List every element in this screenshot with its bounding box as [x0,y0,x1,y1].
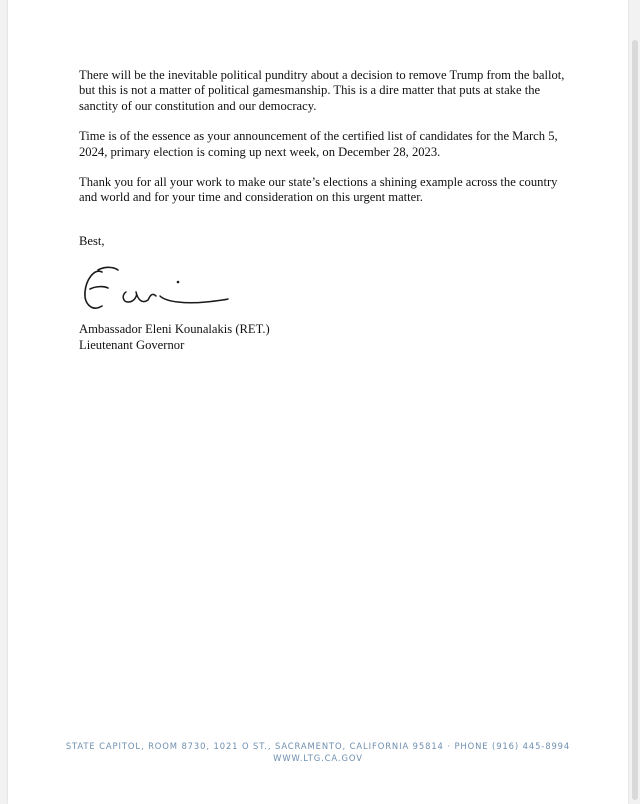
signer-block [79,321,270,353]
vertical-scrollbar[interactable] [632,40,638,800]
letter-closing: Best, [79,234,105,248]
letterhead-footer [8,740,628,764]
paragraph-thanks: Thank you for all your work to make our state’s elections a shining example across the country and world and for your time and consideration on this urgent matter. [79,175,558,205]
signer-title: Lieutenant Governor [79,338,185,352]
letter-body [79,68,569,221]
footer-address: STATE CAPITOL, ROOM 8730, 1021 O ST., SACRAMENTO, CALIFORNIA 95814 · PHONE (916) 445-8994 [65,741,571,751]
paragraph-deadline: Time is of the essence as your announcement of the certified list of candidates for the March 5, 2024, primary election is coming up next week, on December 28, 2023. [79,129,558,159]
letter-page [8,0,628,804]
paragraph-punditry: There will be the inevitable political punditry about a decision to remove Trump from the ballot, but this is not a matter of political gamesmanship. This is a dire matter that puts at stake the sanctity of our constitution and our democracy. [79,68,565,113]
footer-website: WWW.LTG.CA.GOV [273,753,363,763]
handwritten-signature [76,262,236,318]
signer-name: Ambassador Eleni Kounalakis (RET.) [79,322,270,336]
